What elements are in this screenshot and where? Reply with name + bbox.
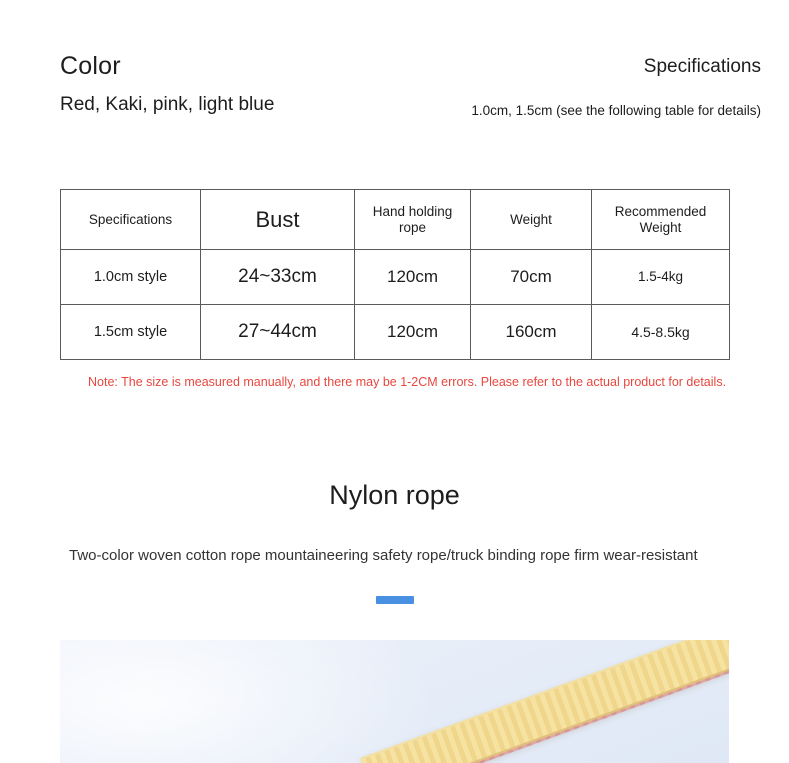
table-header-bust: Bust (201, 190, 355, 250)
cell-weight-1: 70cm (471, 250, 592, 305)
color-value: Red, Kaki, pink, light blue (60, 94, 275, 115)
table-row (61, 305, 730, 360)
table-header-recommended-weight: Recommended Weight (592, 190, 730, 250)
cell-spec-2: 1.5cm style (61, 305, 201, 360)
color-heading: Color (60, 52, 121, 80)
color-spec-block (0, 44, 789, 174)
specifications-heading: Specifications (643, 56, 761, 77)
cell-recommended-1: 1.5-4kg (592, 250, 730, 305)
cell-bust-2: 27~44cm (201, 305, 355, 360)
blue-accent-divider (376, 596, 414, 604)
cell-bust-1: 24~33cm (201, 250, 355, 305)
cell-weight-2: 160cm (471, 305, 592, 360)
table-header-hand-holding-rope: Hand holding rope (355, 190, 471, 250)
table-header-weight: Weight (471, 190, 592, 250)
specifications-value: 1.0cm, 1.5cm (see the following table for details) (471, 103, 761, 118)
cell-hand-rope-1: 120cm (355, 250, 471, 305)
photo-highlight (60, 640, 440, 763)
section-title-nylon-rope: Nylon rope (329, 480, 460, 510)
specification-table (60, 189, 730, 360)
table-header-specifications: Specifications (61, 190, 201, 250)
section-description: Two-color woven cotton rope mountaineering safety rope/truck binding rope firm wear-resistant (69, 547, 698, 564)
cell-recommended-2: 4.5-8.5kg (592, 305, 730, 360)
table-row (61, 250, 730, 305)
table-header-row (61, 190, 730, 250)
cell-hand-rope-2: 120cm (355, 305, 471, 360)
product-photo (60, 640, 729, 763)
measurement-note: Note: The size is measured manually, and there may be 1-2CM errors. Please refer to the actual product for details. (88, 375, 727, 389)
specification-table-wrapper (60, 189, 729, 360)
cell-spec-1: 1.0cm style (61, 250, 201, 305)
